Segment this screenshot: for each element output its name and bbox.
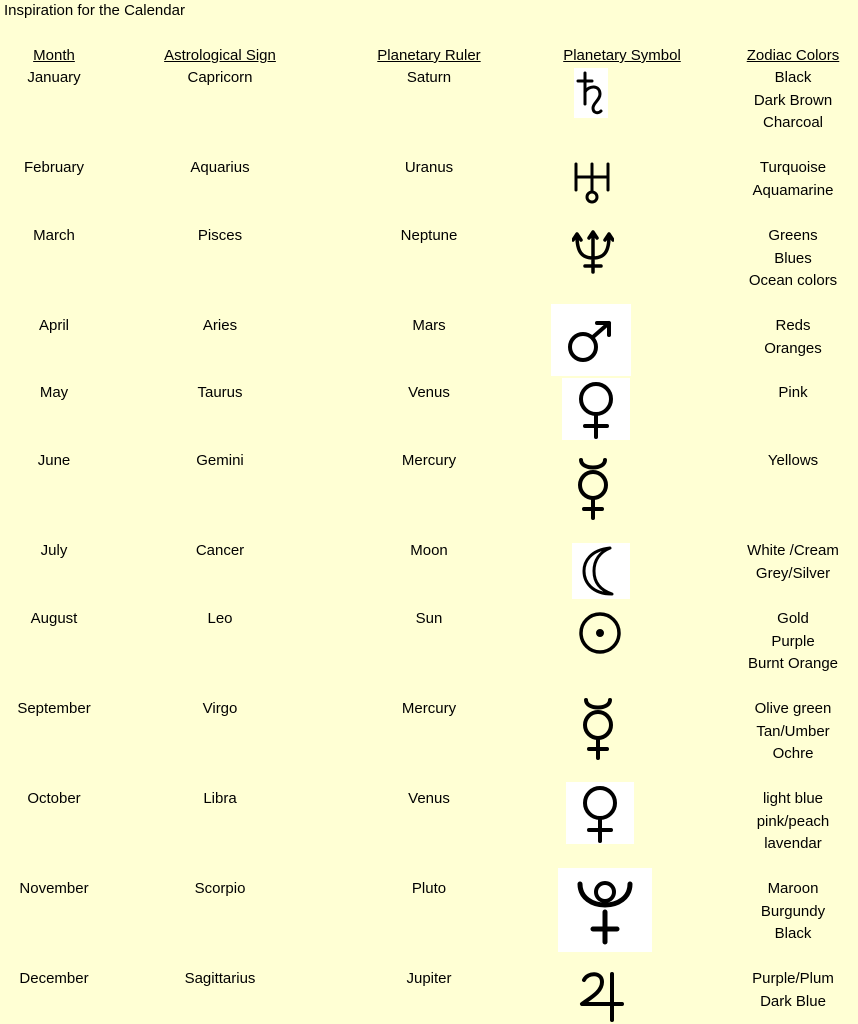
color-item: Ocean colors <box>748 272 838 289</box>
sign-sagittarius: Sagittarius <box>184 970 256 987</box>
color-item: Black <box>774 69 812 86</box>
ruler-mars: Mars <box>412 317 446 334</box>
sign-gemini: Gemini <box>196 452 244 469</box>
color-item: Aquamarine <box>752 181 834 199</box>
sign-aries: Aries <box>202 317 238 334</box>
header-colors: Zodiac Colors <box>746 47 840 64</box>
uranus-icon <box>570 160 614 206</box>
sign-leo: Leo <box>207 610 233 627</box>
color-item: Black <box>774 925 812 942</box>
month-june: June <box>37 452 71 469</box>
color-item: Yellows <box>767 452 819 469</box>
header-sign: Astrological Sign <box>164 47 276 64</box>
neptune-icon <box>572 228 614 276</box>
color-item: Purple <box>771 632 815 650</box>
sign-libra: Libra <box>203 790 237 807</box>
sign-scorpio: Scorpio <box>194 880 246 897</box>
colors-november <box>732 878 854 946</box>
pluto-icon <box>558 868 652 952</box>
color-item: pink/peach <box>756 812 830 830</box>
month-january: January <box>27 69 81 86</box>
sign-aquarius: Aquarius <box>190 159 250 176</box>
month-may: May <box>39 384 69 401</box>
color-item: Pink <box>778 384 808 401</box>
ruler-sun: Sun <box>415 610 443 627</box>
color-item: Burnt Orange <box>747 655 839 672</box>
color-item: Ochre <box>772 745 814 762</box>
month-august: August <box>30 610 78 627</box>
color-item: Oranges <box>764 339 822 357</box>
ruler-mercury: Mercury <box>401 452 457 469</box>
color-item: Charcoal <box>762 114 824 131</box>
color-item: Blues <box>774 249 812 267</box>
mars-icon <box>551 304 631 376</box>
ruler-moon: Moon <box>410 542 448 559</box>
ruler-venus: Venus <box>408 384 450 401</box>
ruler-mercury: Mercury <box>401 700 457 717</box>
colors-october <box>732 788 854 856</box>
month-september: September <box>17 700 91 717</box>
ruler-saturn: Saturn <box>406 69 452 86</box>
color-item: Maroon <box>767 880 819 897</box>
mercury-icon <box>573 696 623 762</box>
colors-march <box>732 225 854 293</box>
sign-pisces: Pisces <box>197 227 243 244</box>
colors-april <box>732 315 854 360</box>
ruler-neptune: Neptune <box>400 227 458 244</box>
color-item: Turquoise <box>759 159 827 176</box>
header-ruler: Planetary Ruler <box>377 47 481 64</box>
month-december: December <box>19 970 89 987</box>
month-march: March <box>33 227 75 244</box>
header-month: Month <box>33 47 75 64</box>
colors-february <box>732 157 854 202</box>
ruler-jupiter: Jupiter <box>406 970 452 987</box>
saturn-icon <box>574 68 608 118</box>
color-item: Grey/Silver <box>755 564 831 582</box>
page-title: Inspiration for the Calendar <box>4 2 185 19</box>
color-item: Reds <box>775 317 811 334</box>
month-february: February <box>23 159 85 176</box>
moon-icon <box>572 543 630 599</box>
venus-icon <box>566 782 634 844</box>
month-october: October <box>27 790 81 807</box>
sign-virgo: Virgo <box>202 700 238 717</box>
mercury-icon <box>568 456 618 522</box>
colors-december <box>732 968 854 1013</box>
sign-taurus: Taurus <box>197 384 243 401</box>
colors-august <box>732 608 854 676</box>
color-item: Dark Brown <box>753 91 833 109</box>
sign-cancer: Cancer <box>195 542 245 559</box>
sign-capricorn: Capricorn <box>187 69 253 86</box>
color-item: White /Cream <box>747 542 839 559</box>
ruler-venus: Venus <box>408 790 450 807</box>
color-item: Purple/Plum <box>752 970 834 987</box>
ruler-uranus: Uranus <box>404 159 454 176</box>
colors-september <box>732 698 854 766</box>
colors-may <box>732 382 854 405</box>
month-july: July <box>40 542 68 559</box>
color-item: light blue <box>762 790 824 807</box>
colors-january <box>732 67 854 135</box>
ruler-pluto: Pluto <box>411 880 447 897</box>
color-item: Olive green <box>754 700 832 717</box>
color-item: lavendar <box>764 835 822 852</box>
venus-icon <box>562 378 630 440</box>
header-symbol: Planetary Symbol <box>563 47 681 64</box>
colors-july <box>732 540 854 585</box>
color-item: Dark Blue <box>760 992 826 1010</box>
colors-june <box>732 450 854 473</box>
color-item: Tan/Umber <box>756 722 830 740</box>
color-item: Gold <box>777 610 809 627</box>
sun-icon <box>574 609 626 657</box>
color-item: Greens <box>768 227 818 244</box>
month-november: November <box>19 880 89 897</box>
jupiter-icon <box>574 968 630 1022</box>
color-item: Burgundy <box>760 902 826 920</box>
month-april: April <box>38 317 69 334</box>
